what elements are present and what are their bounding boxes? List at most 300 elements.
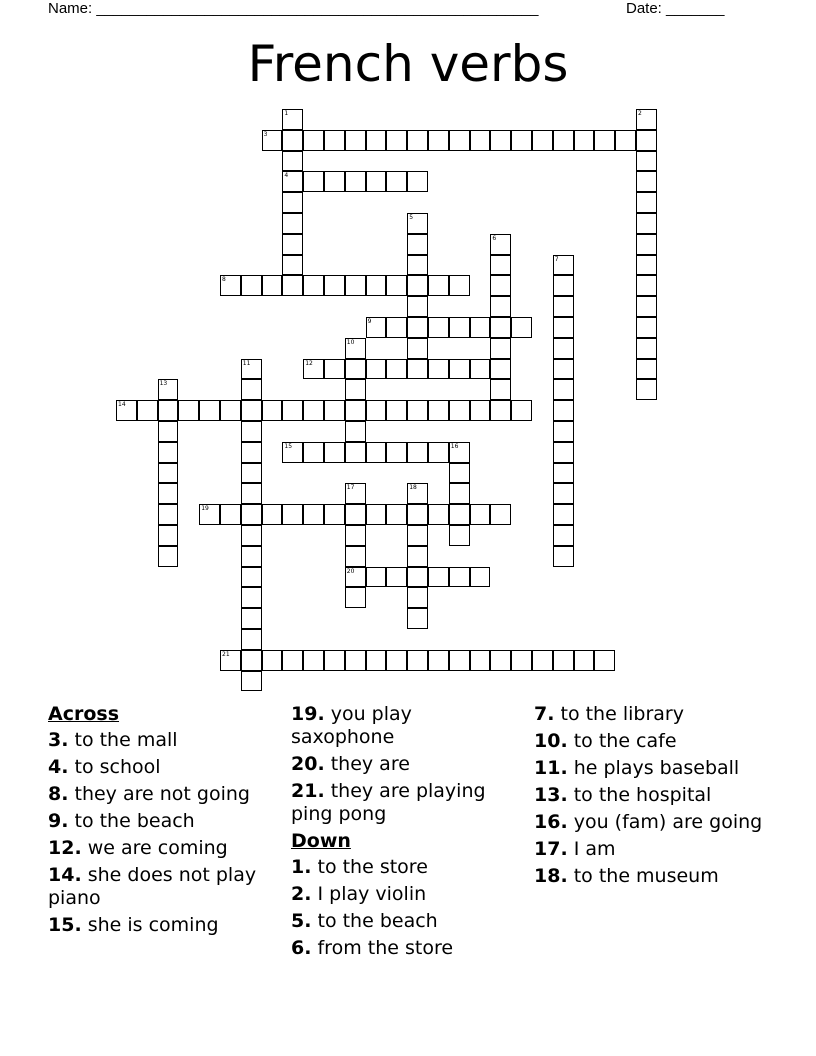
grid-cell[interactable] bbox=[490, 359, 511, 380]
grid-cell[interactable] bbox=[470, 567, 491, 588]
grid-cell[interactable] bbox=[282, 234, 303, 255]
grid-cell[interactable] bbox=[158, 463, 179, 484]
clue bbox=[291, 753, 521, 776]
grid-cell[interactable] bbox=[366, 275, 387, 296]
grid-cell[interactable] bbox=[241, 421, 262, 442]
grid-cell[interactable] bbox=[553, 650, 574, 671]
grid-cell[interactable] bbox=[553, 359, 574, 380]
grid-cell[interactable] bbox=[553, 421, 574, 442]
grid-cell[interactable] bbox=[407, 483, 428, 504]
clue-text: they are not going bbox=[68, 783, 250, 805]
grid-cell[interactable] bbox=[282, 171, 303, 192]
grid-cell[interactable] bbox=[407, 442, 428, 463]
clue bbox=[48, 729, 278, 752]
clue bbox=[534, 757, 764, 780]
grid-cell[interactable] bbox=[553, 525, 574, 546]
grid-cell[interactable] bbox=[366, 171, 387, 192]
grid-cell[interactable] bbox=[366, 442, 387, 463]
grid-cell[interactable] bbox=[428, 400, 449, 421]
clue-number: 21. bbox=[291, 780, 325, 802]
clue bbox=[48, 914, 278, 937]
grid-cell[interactable] bbox=[158, 483, 179, 504]
grid-cell[interactable] bbox=[345, 338, 366, 359]
grid-cell[interactable] bbox=[553, 255, 574, 276]
grid-cell[interactable] bbox=[407, 275, 428, 296]
date-line[interactable]: _______ bbox=[666, 0, 725, 17]
grid-cell[interactable] bbox=[636, 296, 657, 317]
grid-cell[interactable] bbox=[470, 504, 491, 525]
cell-number: 5 bbox=[409, 214, 414, 221]
clue-number: 1. bbox=[291, 856, 312, 878]
date-label: Date: bbox=[626, 0, 667, 17]
cell-number: 8 bbox=[222, 276, 226, 284]
grid-cell[interactable] bbox=[241, 504, 262, 525]
grid-cell[interactable] bbox=[303, 442, 324, 463]
grid-cell[interactable] bbox=[241, 359, 262, 380]
cell-number: 6 bbox=[492, 234, 497, 242]
grid-cell[interactable] bbox=[282, 504, 303, 525]
grid-cell[interactable] bbox=[553, 442, 574, 463]
cell-number: 2 bbox=[638, 110, 642, 117]
grid-cell[interactable] bbox=[449, 504, 470, 525]
grid-cell[interactable] bbox=[345, 525, 366, 546]
grid-cell[interactable] bbox=[262, 400, 283, 421]
grid-cell[interactable] bbox=[470, 317, 491, 338]
grid-cell[interactable] bbox=[449, 400, 470, 421]
name-date-header bbox=[48, 0, 725, 17]
grid-cell[interactable] bbox=[220, 650, 241, 671]
cell-number: 10 bbox=[346, 338, 355, 346]
grid-cell[interactable] bbox=[636, 255, 657, 276]
grid-cell[interactable] bbox=[324, 442, 345, 463]
clue-text: to school bbox=[68, 756, 161, 778]
grid-cell[interactable] bbox=[490, 379, 511, 400]
grid-cell[interactable] bbox=[636, 317, 657, 338]
clue-number: 13. bbox=[534, 784, 568, 806]
grid-cell[interactable] bbox=[428, 130, 449, 151]
clue-number: 6. bbox=[291, 937, 312, 959]
grid-cell[interactable] bbox=[532, 650, 553, 671]
grid-cell[interactable] bbox=[386, 567, 407, 588]
name-line[interactable]: _____________________________________________________ bbox=[96, 0, 539, 17]
cell-number: 16 bbox=[450, 442, 459, 450]
section-heading: Down bbox=[291, 830, 351, 852]
grid-cell[interactable] bbox=[158, 421, 179, 442]
clue bbox=[534, 838, 764, 861]
grid-cell[interactable] bbox=[220, 400, 241, 421]
grid-cell[interactable] bbox=[241, 442, 262, 463]
clue-number: 4. bbox=[48, 756, 69, 778]
grid-cell[interactable] bbox=[303, 504, 324, 525]
clue-number: 14. bbox=[48, 864, 82, 886]
clue-text: we are coming bbox=[81, 837, 228, 859]
grid-cell[interactable] bbox=[178, 400, 199, 421]
grid-cell[interactable] bbox=[282, 151, 303, 172]
grid-cell[interactable] bbox=[241, 629, 262, 650]
grid-cell[interactable] bbox=[241, 546, 262, 567]
grid-cell[interactable] bbox=[490, 296, 511, 317]
grid-cell[interactable] bbox=[511, 317, 532, 338]
grid-cell[interactable] bbox=[199, 504, 220, 525]
grid-cell[interactable] bbox=[490, 130, 511, 151]
grid-cell[interactable] bbox=[303, 275, 324, 296]
grid-cell[interactable] bbox=[345, 171, 366, 192]
grid-cell[interactable] bbox=[241, 525, 262, 546]
cell-number: 7 bbox=[554, 255, 559, 263]
grid-cell[interactable] bbox=[386, 400, 407, 421]
clue-text: you play saxophone bbox=[291, 703, 412, 748]
grid-cell[interactable] bbox=[470, 359, 491, 380]
clue-number: 7. bbox=[534, 703, 555, 725]
grid-cell[interactable] bbox=[553, 504, 574, 525]
grid-cell[interactable] bbox=[324, 130, 345, 151]
clue-number: 10. bbox=[534, 730, 568, 752]
clue-number: 5. bbox=[291, 910, 312, 932]
grid-cell[interactable] bbox=[366, 504, 387, 525]
clue-text: from the store bbox=[311, 937, 454, 959]
grid-cell[interactable] bbox=[407, 171, 428, 192]
grid-cell[interactable] bbox=[470, 400, 491, 421]
grid-cell[interactable] bbox=[386, 359, 407, 380]
grid-cell[interactable] bbox=[428, 359, 449, 380]
clue-number: 16. bbox=[534, 811, 568, 833]
grid-cell[interactable] bbox=[407, 234, 428, 255]
grid-cell[interactable] bbox=[636, 275, 657, 296]
grid-cell[interactable] bbox=[490, 650, 511, 671]
grid-cell[interactable] bbox=[303, 130, 324, 151]
grid-cell[interactable] bbox=[449, 525, 470, 546]
grid-cell[interactable] bbox=[636, 213, 657, 234]
grid-cell[interactable] bbox=[490, 234, 511, 255]
clue-number: 3. bbox=[48, 729, 69, 751]
clue-text: to the library bbox=[554, 703, 684, 725]
grid-cell[interactable] bbox=[553, 275, 574, 296]
grid-cell[interactable] bbox=[594, 130, 615, 151]
grid-cell[interactable] bbox=[490, 400, 511, 421]
grid-cell[interactable] bbox=[636, 130, 657, 151]
grid-cell[interactable] bbox=[636, 109, 657, 130]
grid-cell[interactable] bbox=[282, 109, 303, 130]
grid-cell[interactable] bbox=[553, 296, 574, 317]
grid-cell[interactable] bbox=[220, 504, 241, 525]
grid-cell[interactable] bbox=[345, 359, 366, 380]
grid-cell[interactable] bbox=[553, 400, 574, 421]
name-label: Name: bbox=[48, 0, 97, 17]
grid-cell[interactable] bbox=[636, 234, 657, 255]
grid-cell[interactable] bbox=[407, 525, 428, 546]
clue-number: 9. bbox=[48, 810, 69, 832]
cell-number: 12 bbox=[305, 359, 313, 367]
grid-cell[interactable] bbox=[428, 567, 449, 588]
grid-cell[interactable] bbox=[386, 442, 407, 463]
grid-cell[interactable] bbox=[345, 546, 366, 567]
grid-cell[interactable] bbox=[407, 213, 428, 234]
grid-cell[interactable] bbox=[636, 338, 657, 359]
grid-cell[interactable] bbox=[636, 151, 657, 172]
grid-cell[interactable] bbox=[303, 650, 324, 671]
grid-cell[interactable] bbox=[366, 567, 387, 588]
grid-cell[interactable] bbox=[158, 379, 179, 400]
grid-cell[interactable] bbox=[324, 275, 345, 296]
grid-cell[interactable] bbox=[262, 275, 283, 296]
grid-cell[interactable] bbox=[553, 463, 574, 484]
grid-cell[interactable] bbox=[407, 296, 428, 317]
grid-cell[interactable] bbox=[345, 421, 366, 442]
grid-cell[interactable] bbox=[386, 171, 407, 192]
grid-cell[interactable] bbox=[345, 442, 366, 463]
cell-number: 15 bbox=[284, 442, 293, 450]
grid-cell[interactable] bbox=[366, 650, 387, 671]
grid-cell[interactable] bbox=[386, 275, 407, 296]
grid-cell[interactable] bbox=[407, 400, 428, 421]
grid-cell[interactable] bbox=[241, 671, 262, 692]
grid-cell[interactable] bbox=[241, 608, 262, 629]
clue-text: to the museum bbox=[567, 865, 719, 887]
grid-cell[interactable] bbox=[428, 504, 449, 525]
grid-cell[interactable] bbox=[407, 504, 428, 525]
grid-cell[interactable] bbox=[490, 255, 511, 276]
clue-number: 20. bbox=[291, 753, 325, 775]
grid-cell[interactable] bbox=[386, 504, 407, 525]
grid-cell[interactable] bbox=[282, 275, 303, 296]
clue-text: to the cafe bbox=[567, 730, 677, 752]
grid-cell[interactable] bbox=[407, 255, 428, 276]
clue-text: I play violin bbox=[311, 883, 427, 905]
grid-cell[interactable] bbox=[345, 587, 366, 608]
cell-number: 11 bbox=[242, 359, 251, 367]
clue bbox=[534, 703, 764, 726]
grid-cell[interactable] bbox=[241, 567, 262, 588]
clue bbox=[291, 703, 521, 749]
grid-cell[interactable] bbox=[345, 379, 366, 400]
grid-cell[interactable] bbox=[490, 504, 511, 525]
grid-cell[interactable] bbox=[470, 650, 491, 671]
grid-cell[interactable] bbox=[158, 504, 179, 525]
grid-cell[interactable] bbox=[345, 483, 366, 504]
grid-cell[interactable] bbox=[470, 130, 491, 151]
grid-cell[interactable] bbox=[345, 650, 366, 671]
grid-cell[interactable] bbox=[553, 379, 574, 400]
grid-cell[interactable] bbox=[116, 400, 137, 421]
grid-cell[interactable] bbox=[407, 567, 428, 588]
grid-cell[interactable] bbox=[407, 338, 428, 359]
grid-cell[interactable] bbox=[262, 130, 283, 151]
grid-cell[interactable] bbox=[282, 130, 303, 151]
grid-cell[interactable] bbox=[490, 338, 511, 359]
clue-text: she is coming bbox=[81, 914, 219, 936]
grid-cell[interactable] bbox=[241, 275, 262, 296]
grid-cell[interactable] bbox=[158, 546, 179, 567]
grid-cell[interactable] bbox=[636, 379, 657, 400]
clue-text: she does not play piano bbox=[48, 864, 257, 909]
grid-cell[interactable] bbox=[137, 400, 158, 421]
grid-cell[interactable] bbox=[241, 463, 262, 484]
cell-number: 18 bbox=[409, 484, 417, 492]
grid-cell[interactable] bbox=[158, 442, 179, 463]
grid-cell[interactable] bbox=[449, 567, 470, 588]
clue-column-1 bbox=[48, 703, 278, 941]
clue bbox=[48, 837, 278, 860]
cell-number: 19 bbox=[201, 505, 209, 513]
grid-cell[interactable] bbox=[345, 567, 366, 588]
grid-cell[interactable] bbox=[407, 650, 428, 671]
clue bbox=[291, 910, 521, 933]
cell-number: 21 bbox=[222, 650, 230, 658]
clue-text: to the hospital bbox=[567, 784, 712, 806]
grid-cell[interactable] bbox=[636, 192, 657, 213]
page-title: French verbs bbox=[247, 35, 569, 93]
grid-cell[interactable] bbox=[324, 400, 345, 421]
grid-cell[interactable] bbox=[386, 650, 407, 671]
clue-text: to the beach bbox=[68, 810, 195, 832]
clue bbox=[48, 756, 278, 779]
grid-cell[interactable] bbox=[303, 359, 324, 380]
grid-cell[interactable] bbox=[615, 130, 636, 151]
grid-cell[interactable] bbox=[428, 442, 449, 463]
grid-cell[interactable] bbox=[449, 650, 470, 671]
grid-cell[interactable] bbox=[366, 400, 387, 421]
grid-cell[interactable] bbox=[594, 650, 615, 671]
grid-cell[interactable] bbox=[262, 650, 283, 671]
section-heading: Across bbox=[48, 703, 120, 725]
clue bbox=[48, 783, 278, 806]
clue bbox=[291, 883, 521, 906]
clue bbox=[534, 865, 764, 888]
grid-cell[interactable] bbox=[345, 504, 366, 525]
grid-cell[interactable] bbox=[407, 317, 428, 338]
clue-column-3 bbox=[534, 703, 764, 892]
clue-text: I am bbox=[567, 838, 616, 860]
grid-cell[interactable] bbox=[553, 317, 574, 338]
grid-cell[interactable] bbox=[366, 317, 387, 338]
grid-cell[interactable] bbox=[241, 650, 262, 671]
grid-cell[interactable] bbox=[636, 359, 657, 380]
clue-text: you (fam) are going bbox=[567, 811, 763, 833]
grid-cell[interactable] bbox=[449, 317, 470, 338]
grid-cell[interactable] bbox=[407, 546, 428, 567]
grid-cell[interactable] bbox=[449, 483, 470, 504]
grid-cell[interactable] bbox=[282, 442, 303, 463]
grid-cell[interactable] bbox=[282, 400, 303, 421]
grid-cell[interactable] bbox=[324, 359, 345, 380]
grid-cell[interactable] bbox=[553, 130, 574, 151]
clue-number: 8. bbox=[48, 783, 69, 805]
cell-number: 1 bbox=[284, 110, 289, 117]
clue-text: he plays baseball bbox=[567, 757, 740, 779]
grid-cell[interactable] bbox=[324, 650, 345, 671]
clue-text: to the mall bbox=[68, 729, 178, 751]
grid-cell[interactable] bbox=[511, 650, 532, 671]
clue-text: to the beach bbox=[311, 910, 438, 932]
grid-cell[interactable] bbox=[407, 130, 428, 151]
clue bbox=[291, 937, 521, 960]
grid-cell[interactable] bbox=[324, 171, 345, 192]
cell-number: 14 bbox=[118, 401, 126, 409]
cell-number: 20 bbox=[346, 567, 355, 575]
grid-cell[interactable] bbox=[532, 130, 553, 151]
grid-cell[interactable] bbox=[407, 359, 428, 380]
grid-cell[interactable] bbox=[158, 400, 179, 421]
grid-cell[interactable] bbox=[303, 400, 324, 421]
grid-cell[interactable] bbox=[241, 379, 262, 400]
clue-number: 18. bbox=[534, 865, 568, 887]
grid-cell[interactable] bbox=[282, 192, 303, 213]
grid-cell[interactable] bbox=[366, 359, 387, 380]
grid-cell[interactable] bbox=[511, 400, 532, 421]
grid-cell[interactable] bbox=[386, 317, 407, 338]
grid-cell[interactable] bbox=[407, 587, 428, 608]
grid-cell[interactable] bbox=[345, 400, 366, 421]
grid-cell[interactable] bbox=[490, 275, 511, 296]
grid-cell[interactable] bbox=[366, 130, 387, 151]
grid-cell[interactable] bbox=[241, 483, 262, 504]
grid-cell[interactable] bbox=[574, 650, 595, 671]
clue-text: to the store bbox=[311, 856, 428, 878]
grid-cell[interactable] bbox=[262, 504, 283, 525]
cell-number: 17 bbox=[346, 484, 355, 492]
grid-cell[interactable] bbox=[241, 400, 262, 421]
grid-cell[interactable] bbox=[241, 587, 262, 608]
grid-cell[interactable] bbox=[449, 359, 470, 380]
cell-number: 13 bbox=[159, 380, 168, 388]
grid-cell[interactable] bbox=[490, 317, 511, 338]
clue-number: 15. bbox=[48, 914, 82, 936]
clue bbox=[291, 856, 521, 879]
cell-number: 9 bbox=[367, 318, 372, 325]
clue-column-2 bbox=[291, 703, 521, 964]
grid-cell[interactable] bbox=[511, 130, 532, 151]
grid-cell[interactable] bbox=[449, 442, 470, 463]
grid-cell[interactable] bbox=[282, 255, 303, 276]
grid-cell[interactable] bbox=[553, 338, 574, 359]
grid-cell[interactable] bbox=[574, 130, 595, 151]
grid-cell[interactable] bbox=[449, 463, 470, 484]
cell-number: 4 bbox=[284, 172, 289, 180]
grid-cell[interactable] bbox=[449, 275, 470, 296]
grid-cell[interactable] bbox=[428, 317, 449, 338]
grid-cell[interactable] bbox=[428, 275, 449, 296]
grid-cell[interactable] bbox=[553, 483, 574, 504]
grid-cell[interactable] bbox=[345, 130, 366, 151]
clue-number: 2. bbox=[291, 883, 312, 905]
grid-cell[interactable] bbox=[303, 171, 324, 192]
grid-cell[interactable] bbox=[428, 650, 449, 671]
clue-number: 17. bbox=[534, 838, 568, 860]
clue bbox=[534, 811, 764, 834]
clue-number: 12. bbox=[48, 837, 82, 859]
clue bbox=[48, 810, 278, 833]
grid-cell[interactable] bbox=[386, 130, 407, 151]
clue-number: 19. bbox=[291, 703, 325, 725]
grid-cell[interactable] bbox=[199, 400, 220, 421]
grid-cell[interactable] bbox=[407, 608, 428, 629]
clue bbox=[534, 730, 764, 753]
grid-cell[interactable] bbox=[220, 275, 241, 296]
grid-cell[interactable] bbox=[449, 130, 470, 151]
cell-number: 3 bbox=[263, 130, 268, 138]
grid-cell[interactable] bbox=[282, 650, 303, 671]
grid-cell[interactable] bbox=[345, 275, 366, 296]
grid-cell[interactable] bbox=[553, 546, 574, 567]
grid-cell[interactable] bbox=[636, 171, 657, 192]
grid-cell[interactable] bbox=[158, 525, 179, 546]
clue-text: they are playing ping pong bbox=[291, 780, 486, 825]
clue-text: they are bbox=[324, 753, 410, 775]
grid-cell[interactable] bbox=[324, 504, 345, 525]
clue bbox=[48, 864, 278, 910]
grid-cell[interactable] bbox=[282, 213, 303, 234]
clue-number: 11. bbox=[534, 757, 568, 779]
